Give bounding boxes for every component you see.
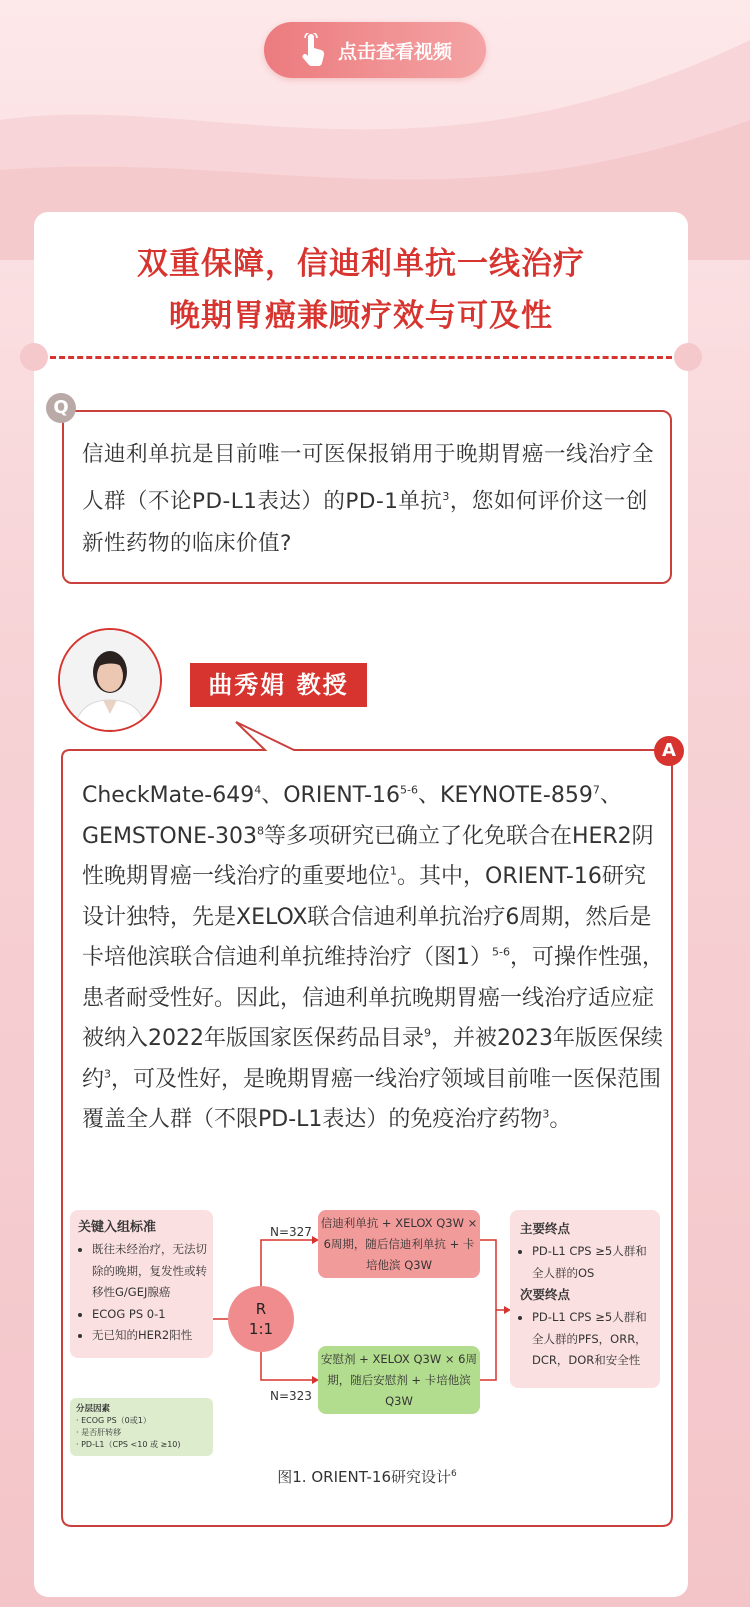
answer-segment: 、ORIENT-16 [261, 783, 401, 808]
arm2-n-label: N=323 [270, 1389, 312, 1403]
answer-segment: 。其中，ORIENT-16研究设计独特，先是XELOX联合信迪利单抗治疗6周期，然后是卡培他滨联合信迪利单抗维持治疗（图1） [82, 864, 652, 970]
question-badge: Q [46, 393, 76, 423]
question-ref: 3 [442, 490, 450, 503]
criteria-item: • ECOG PS 0-1 [92, 1304, 207, 1326]
reference-superscript: 1 [390, 864, 398, 878]
random-ratio: 1:1 [248, 1320, 274, 1338]
answer-segment: CheckMate-649 [82, 783, 255, 808]
reference-superscript: 4 [254, 783, 262, 797]
dashed-divider [50, 356, 672, 359]
reference-superscript: 5-6 [492, 945, 510, 959]
watch-video-label: 点击查看视频 [337, 40, 452, 63]
question-text [82, 434, 662, 565]
reference-superscript: 7 [592, 783, 600, 797]
endpoints-box [510, 1210, 660, 1388]
arm1-n-label: N=327 [270, 1225, 312, 1239]
title-line-2: 晚期胃癌兼顾疗效与可及性 [169, 298, 553, 334]
tap-hand-icon [298, 33, 328, 67]
randomization-circle [228, 1286, 294, 1352]
random-label: R [255, 1300, 267, 1318]
reference-superscript: 5-6 [400, 783, 419, 797]
criteria-item: • 无已知的HER2阳性 [92, 1325, 207, 1347]
question-body: 信迪利单抗是目前唯一可医保报销用于晚期胃癌一线治疗全人群（不论PD-L1表达）的PD-1单抗 [82, 442, 655, 515]
reference-superscript: 3 [104, 1067, 112, 1081]
watch-video-button[interactable] [264, 22, 486, 78]
answer-segment: 、GEMSTONE-303 [82, 783, 622, 849]
placebo-arm-box: 安慰剂 + XELOX Q3W × 6周期，随后安慰剂 + 卡培他滨 Q3W [318, 1346, 480, 1414]
secondary-endpoint: • PD-L1 CPS ≥5人群和全人群的PFS，ORR，DCR，DOR和安全性 [532, 1307, 654, 1372]
title-line-1: 双重保障，信迪利单抗一线治疗 [137, 246, 585, 282]
question-body-end: ，您如何评价这一创新性药物的临床价值? [82, 489, 648, 557]
answer-segment: 、KEYNOTE-859 [418, 783, 593, 808]
reference-superscript: 3 [542, 1107, 550, 1121]
answer-segment: ，可操作性强，患者耐受性好。因此，信迪利单抗晚期胃癌一线治疗适应症被纳入2022年版国家医保药品目录 [82, 945, 664, 1051]
primary-endpoint-title: 主要终点 [520, 1221, 571, 1236]
answer-segment: ，并被2023年版医保续约 [82, 1026, 663, 1092]
page-title [34, 238, 688, 342]
card-notch-left [20, 343, 48, 371]
expert-name-tag: 曲秀娟 教授 [190, 663, 367, 707]
answer-text [82, 776, 667, 1141]
figure-caption: 图1. ORIENT-16研究设计$^6$ [277, 1468, 457, 1486]
treatment-arm-box: 信迪利单抗 + XELOX Q3W × 6周期，随后信迪利单抗 + 卡培他滨 Q3W [318, 1210, 480, 1278]
strat-title: 分层因素 [76, 1404, 111, 1414]
answer-segment: 等多项研究已确立了化免联合在HER2阴性晚期胃癌一线治疗的重要地位 [82, 823, 654, 889]
criteria-item: • 既往未经治疗，无法切除的晚期，复发性或转移性G/GEJ腺癌 [92, 1239, 207, 1304]
answer-segment: 。 [549, 1107, 572, 1132]
secondary-endpoint-title: 次要终点 [520, 1287, 571, 1302]
criteria-title: 关键入组标准 [78, 1220, 157, 1235]
primary-endpoint: • PD-L1 CPS ≥5人群和全人群的OS [532, 1241, 654, 1284]
reference-superscript: 8 [256, 824, 264, 838]
strat-item: · ECOG PS（0或1） [76, 1416, 151, 1425]
card-notch-right [674, 343, 702, 371]
reference-superscript: 9 [424, 1026, 431, 1040]
answer-segment: ，可及性好，是晚期胃癌一线治疗领域目前唯一医保范围覆盖全人群（不限PD-L1表达）的免疫治疗药物 [82, 1066, 662, 1132]
strat-item: · 是否肝转移 [76, 1428, 122, 1437]
answer-badge: A [654, 736, 684, 766]
strat-item: · PD-L1（CPS <10 或 ≥10) [76, 1440, 181, 1449]
